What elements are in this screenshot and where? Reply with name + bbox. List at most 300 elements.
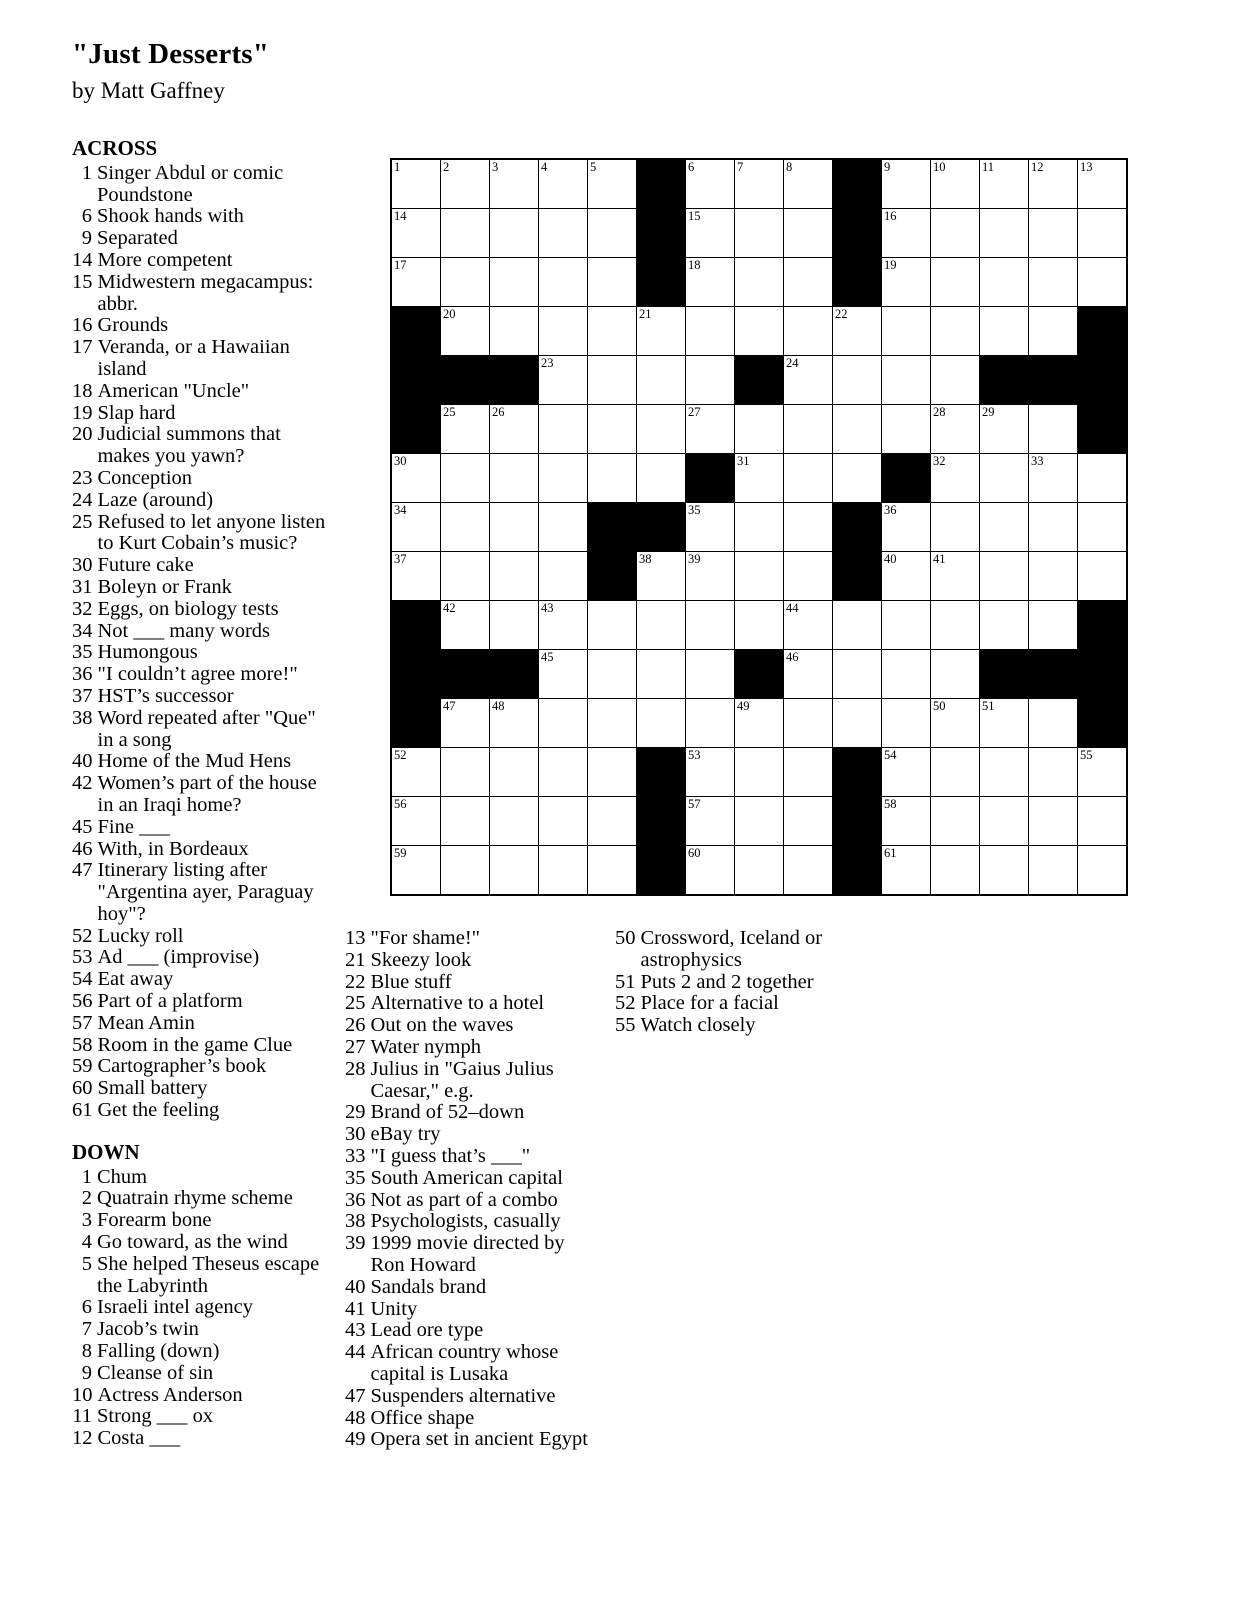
grid-cell[interactable] xyxy=(539,258,588,307)
grid-cell[interactable] xyxy=(686,258,735,307)
clue-text: Costa ___ xyxy=(97,1427,181,1450)
grid-cell[interactable] xyxy=(980,503,1029,552)
clue-number: 35 xyxy=(72,641,93,664)
grid-cell[interactable] xyxy=(588,797,637,846)
clue-item[interactable] xyxy=(72,512,330,556)
clue-number: 54 xyxy=(72,968,93,991)
clue-item[interactable] xyxy=(345,1037,595,1059)
clue-item[interactable] xyxy=(615,972,865,994)
clue-item[interactable] xyxy=(72,708,330,752)
clue-item[interactable] xyxy=(345,928,595,950)
clue-item[interactable] xyxy=(72,599,330,621)
grid-cell[interactable] xyxy=(490,552,539,601)
grid-cell[interactable] xyxy=(980,209,1029,258)
grid-cell[interactable] xyxy=(441,209,490,258)
grid-cell[interactable] xyxy=(882,846,931,896)
grid-cell[interactable] xyxy=(391,846,441,896)
grid-cell[interactable] xyxy=(735,159,784,209)
grid-cell[interactable] xyxy=(637,552,686,601)
clue-item[interactable] xyxy=(72,860,330,925)
grid-cell[interactable] xyxy=(931,601,980,650)
grid-cell[interactable] xyxy=(391,258,441,307)
clue-item[interactable] xyxy=(72,1232,330,1254)
clue-item[interactable] xyxy=(72,337,330,381)
clue-item[interactable] xyxy=(345,1386,595,1408)
grid-cell[interactable] xyxy=(539,699,588,748)
grid-cell[interactable] xyxy=(588,307,637,356)
clue-item[interactable] xyxy=(345,1146,595,1168)
clue-number: 57 xyxy=(72,1011,93,1034)
grid-cell[interactable] xyxy=(686,159,735,209)
grid-cell[interactable] xyxy=(441,503,490,552)
clue-item[interactable] xyxy=(72,424,330,468)
grid-cell-number: 28 xyxy=(933,405,946,419)
grid-cell-number: 5 xyxy=(590,160,597,174)
grid-cell-number: 38 xyxy=(639,552,652,566)
grid-cell[interactable] xyxy=(588,601,637,650)
grid-cell[interactable] xyxy=(539,552,588,601)
clue-item[interactable] xyxy=(72,228,330,250)
grid-cell[interactable] xyxy=(441,846,490,896)
grid-cell[interactable] xyxy=(931,503,980,552)
grid-cell[interactable] xyxy=(686,699,735,748)
grid-block-cell xyxy=(1029,650,1078,699)
grid-cell[interactable] xyxy=(441,601,490,650)
grid-cell[interactable] xyxy=(1029,552,1078,601)
grid-cell[interactable] xyxy=(490,258,539,307)
grid-cell[interactable] xyxy=(1029,159,1078,209)
clue-item[interactable] xyxy=(72,751,330,773)
grid-cell[interactable] xyxy=(980,699,1029,748)
clue-number: 42 xyxy=(72,772,93,795)
grid-cell[interactable] xyxy=(588,748,637,797)
grid-cell[interactable] xyxy=(588,159,637,209)
grid-cell[interactable] xyxy=(784,650,833,699)
grid-cell[interactable] xyxy=(882,159,931,209)
grid-cell[interactable] xyxy=(784,405,833,454)
grid-cell[interactable] xyxy=(539,748,588,797)
clue-item[interactable] xyxy=(72,1100,330,1122)
grid-cell-number: 30 xyxy=(394,454,407,468)
grid-cell[interactable] xyxy=(686,552,735,601)
grid-cell[interactable] xyxy=(490,601,539,650)
clue-item[interactable] xyxy=(72,403,330,425)
grid-cell[interactable] xyxy=(784,601,833,650)
grid-cell[interactable] xyxy=(784,307,833,356)
clue-text: Falling (down) xyxy=(97,1340,220,1363)
grid-cell[interactable] xyxy=(882,503,931,552)
grid-cell[interactable] xyxy=(931,209,980,258)
grid-cell[interactable] xyxy=(490,159,539,209)
grid-cell[interactable] xyxy=(686,846,735,896)
clue-item[interactable] xyxy=(345,1429,595,1451)
grid-cell[interactable] xyxy=(637,601,686,650)
grid-cell[interactable] xyxy=(686,601,735,650)
grid-cell[interactable] xyxy=(931,797,980,846)
clue-item[interactable] xyxy=(72,1167,330,1189)
clue-text: Grounds xyxy=(97,314,169,337)
grid-cell[interactable] xyxy=(1029,601,1078,650)
grid-cell[interactable] xyxy=(490,748,539,797)
grid-cell-number: 2 xyxy=(443,160,450,174)
clue-item[interactable] xyxy=(345,1408,595,1430)
clue-item[interactable] xyxy=(72,817,330,839)
grid-cell[interactable] xyxy=(1078,797,1128,846)
grid-cell[interactable] xyxy=(784,797,833,846)
clue-item[interactable] xyxy=(72,991,330,1013)
grid-cell[interactable] xyxy=(637,405,686,454)
grid-cell-number: 18 xyxy=(688,258,701,272)
grid-cell[interactable] xyxy=(882,356,931,405)
clue-item[interactable] xyxy=(72,1210,330,1232)
grid-cell[interactable] xyxy=(735,405,784,454)
grid-cell[interactable] xyxy=(1078,552,1128,601)
clue-item[interactable] xyxy=(72,1363,330,1385)
grid-cell[interactable] xyxy=(686,503,735,552)
grid-cell[interactable] xyxy=(735,601,784,650)
grid-block-cell xyxy=(391,307,441,356)
clue-item[interactable] xyxy=(72,926,330,948)
grid-cell[interactable] xyxy=(882,307,931,356)
clue-item[interactable] xyxy=(615,993,865,1015)
clue-item[interactable] xyxy=(345,1277,595,1299)
grid-cell-number: 40 xyxy=(884,552,897,566)
grid-cell[interactable] xyxy=(539,405,588,454)
grid-cell[interactable] xyxy=(539,846,588,896)
grid-cell-number: 43 xyxy=(541,601,554,615)
grid-cell[interactable] xyxy=(686,209,735,258)
clue-item[interactable] xyxy=(72,1428,330,1450)
grid-cell[interactable] xyxy=(882,748,931,797)
grid-cell[interactable] xyxy=(539,356,588,405)
clue-number: 9 xyxy=(81,1361,92,1384)
clue-item[interactable] xyxy=(72,381,330,403)
clue-item[interactable] xyxy=(345,1168,595,1190)
grid-cell[interactable] xyxy=(490,797,539,846)
grid-cell[interactable] xyxy=(1029,846,1078,896)
grid-cell[interactable] xyxy=(1029,209,1078,258)
grid-cell[interactable] xyxy=(637,356,686,405)
clue-item[interactable] xyxy=(72,686,330,708)
clue-item[interactable] xyxy=(72,206,330,228)
grid-cell[interactable] xyxy=(1029,258,1078,307)
grid-cell[interactable] xyxy=(784,748,833,797)
grid-cell[interactable] xyxy=(882,209,931,258)
grid-cell[interactable] xyxy=(391,503,441,552)
grid-cell[interactable] xyxy=(931,356,980,405)
grid-cell[interactable] xyxy=(1078,258,1128,307)
grid-cell[interactable] xyxy=(784,356,833,405)
grid-cell[interactable] xyxy=(441,797,490,846)
grid-cell[interactable] xyxy=(980,307,1029,356)
clue-item[interactable] xyxy=(72,163,330,207)
clue-item[interactable] xyxy=(72,947,330,969)
grid-cell-number: 41 xyxy=(933,552,946,566)
grid-cell[interactable] xyxy=(539,159,588,209)
grid-cell[interactable] xyxy=(686,307,735,356)
clue-item[interactable] xyxy=(345,1299,595,1321)
grid-cell[interactable] xyxy=(1029,454,1078,503)
clue-item[interactable] xyxy=(72,1078,330,1100)
grid-cell[interactable] xyxy=(931,650,980,699)
grid-cell[interactable] xyxy=(931,454,980,503)
grid-cell[interactable] xyxy=(1029,699,1078,748)
grid-block-cell xyxy=(637,846,686,896)
grid-cell[interactable] xyxy=(980,748,1029,797)
grid-cell-number: 16 xyxy=(884,209,897,223)
clue-number: 35 xyxy=(345,1166,366,1189)
clue-item[interactable] xyxy=(72,1035,330,1057)
clue-item[interactable] xyxy=(72,1385,330,1407)
grid-cell[interactable] xyxy=(882,797,931,846)
grid-cell[interactable] xyxy=(588,356,637,405)
grid-cell[interactable] xyxy=(1029,797,1078,846)
clue-number: 61 xyxy=(72,1099,93,1122)
grid-cell[interactable] xyxy=(539,503,588,552)
clue-item[interactable] xyxy=(345,972,595,994)
grid-cell[interactable] xyxy=(931,552,980,601)
clue-number: 45 xyxy=(72,815,93,838)
clues-column-left xyxy=(72,138,330,1450)
crossword-grid[interactable] xyxy=(390,158,1128,896)
grid-cell-number: 49 xyxy=(737,699,750,713)
grid-cell[interactable] xyxy=(588,258,637,307)
clue-item[interactable] xyxy=(72,490,330,512)
grid-cell[interactable] xyxy=(686,405,735,454)
grid-cell[interactable] xyxy=(539,650,588,699)
grid-cell[interactable] xyxy=(833,454,882,503)
clue-item[interactable] xyxy=(72,664,330,686)
clue-item[interactable] xyxy=(72,315,330,337)
grid-cell[interactable] xyxy=(391,797,441,846)
grid-cell[interactable] xyxy=(735,748,784,797)
grid-cell[interactable] xyxy=(735,846,784,896)
grid-cell[interactable] xyxy=(833,650,882,699)
clue-item[interactable] xyxy=(345,1233,595,1277)
clue-item[interactable] xyxy=(72,1056,330,1078)
grid-cell[interactable] xyxy=(833,699,882,748)
grid-cell[interactable] xyxy=(1029,503,1078,552)
grid-cell[interactable] xyxy=(931,699,980,748)
grid-cell[interactable] xyxy=(441,748,490,797)
grid-cell[interactable] xyxy=(735,307,784,356)
grid-cell[interactable] xyxy=(539,307,588,356)
grid-cell[interactable] xyxy=(539,454,588,503)
grid-cell[interactable] xyxy=(490,454,539,503)
grid-cell[interactable] xyxy=(784,209,833,258)
grid-cell[interactable] xyxy=(588,454,637,503)
clue-text: South American capital xyxy=(370,1166,563,1189)
clue-item[interactable] xyxy=(72,839,330,861)
grid-cell[interactable] xyxy=(833,405,882,454)
grid-cell[interactable] xyxy=(539,601,588,650)
grid-cell[interactable] xyxy=(391,209,441,258)
grid-block-cell xyxy=(833,846,882,896)
grid-cell[interactable] xyxy=(980,846,1029,896)
grid-cell[interactable] xyxy=(882,601,931,650)
grid-block-cell xyxy=(833,159,882,209)
grid-cell[interactable] xyxy=(637,307,686,356)
grid-cell[interactable] xyxy=(490,307,539,356)
clue-item[interactable] xyxy=(72,1319,330,1341)
grid-cell[interactable] xyxy=(539,209,588,258)
clue-item[interactable] xyxy=(72,1406,330,1428)
grid-cell[interactable] xyxy=(931,159,980,209)
grid-cell[interactable] xyxy=(490,503,539,552)
down-clue-list-part1 xyxy=(72,1167,330,1450)
clue-text: Part of a platform xyxy=(97,990,243,1013)
grid-cell[interactable] xyxy=(980,258,1029,307)
clue-item[interactable] xyxy=(72,1254,330,1298)
grid-cell[interactable] xyxy=(882,650,931,699)
grid-cell[interactable] xyxy=(735,797,784,846)
clue-item[interactable] xyxy=(345,993,595,1015)
grid-cell[interactable] xyxy=(391,159,441,209)
clue-item[interactable] xyxy=(72,577,330,599)
grid-cell[interactable] xyxy=(441,552,490,601)
clue-text: Eggs, on biology tests xyxy=(97,597,279,620)
grid-cell[interactable] xyxy=(735,552,784,601)
grid-cell[interactable] xyxy=(1078,748,1128,797)
grid-cell[interactable] xyxy=(735,209,784,258)
clue-item[interactable] xyxy=(72,969,330,991)
grid-cell[interactable] xyxy=(391,748,441,797)
grid-cell[interactable] xyxy=(637,650,686,699)
clue-item[interactable] xyxy=(345,1190,595,1212)
grid-cell[interactable] xyxy=(882,552,931,601)
grid-cell[interactable] xyxy=(931,307,980,356)
grid-cell[interactable] xyxy=(980,159,1029,209)
grid-cell[interactable] xyxy=(882,405,931,454)
clue-item[interactable] xyxy=(72,1341,330,1363)
clue-number: 12 xyxy=(72,1427,93,1450)
grid-cell[interactable] xyxy=(686,797,735,846)
grid-cell[interactable] xyxy=(588,846,637,896)
grid-cell[interactable] xyxy=(931,846,980,896)
clue-item[interactable] xyxy=(345,1015,595,1037)
clue-text: American "Uncle" xyxy=(97,379,250,402)
clue-item[interactable] xyxy=(345,1102,595,1124)
clue-number: 29 xyxy=(345,1101,366,1124)
grid-cell[interactable] xyxy=(637,699,686,748)
grid-cell[interactable] xyxy=(931,258,980,307)
grid-cell[interactable] xyxy=(1029,405,1078,454)
grid-cell[interactable] xyxy=(980,454,1029,503)
grid-cell[interactable] xyxy=(441,699,490,748)
grid-cell-number: 54 xyxy=(884,748,897,762)
grid-cell[interactable] xyxy=(1029,748,1078,797)
grid-cell[interactable] xyxy=(784,258,833,307)
clue-item[interactable] xyxy=(345,1059,595,1103)
grid-cell[interactable] xyxy=(882,258,931,307)
grid-cell[interactable] xyxy=(391,552,441,601)
grid-cell[interactable] xyxy=(980,405,1029,454)
grid-cell[interactable] xyxy=(735,699,784,748)
grid-cell[interactable] xyxy=(490,699,539,748)
grid-block-cell xyxy=(490,650,539,699)
grid-cell[interactable] xyxy=(441,159,490,209)
grid-cell[interactable] xyxy=(784,159,833,209)
grid-cell[interactable] xyxy=(735,258,784,307)
grid-cell[interactable] xyxy=(980,797,1029,846)
grid-cell[interactable] xyxy=(441,307,490,356)
clue-item[interactable] xyxy=(615,928,865,972)
grid-cell[interactable] xyxy=(1078,503,1128,552)
grid-cell[interactable] xyxy=(1029,307,1078,356)
grid-cell[interactable] xyxy=(588,650,637,699)
grid-cell[interactable] xyxy=(686,356,735,405)
grid-cell[interactable] xyxy=(784,699,833,748)
clue-item[interactable] xyxy=(72,1013,330,1035)
grid-cell[interactable] xyxy=(1078,454,1128,503)
clue-item[interactable] xyxy=(345,1320,595,1342)
grid-cell[interactable] xyxy=(441,454,490,503)
grid-cell-number: 21 xyxy=(639,307,652,321)
grid-cell[interactable] xyxy=(1078,846,1128,896)
clue-item[interactable] xyxy=(345,1211,595,1233)
grid-cell[interactable] xyxy=(686,748,735,797)
clue-text: Lucky roll xyxy=(97,924,184,947)
grid-cell[interactable] xyxy=(833,307,882,356)
clue-item[interactable] xyxy=(72,250,330,272)
grid-cell[interactable] xyxy=(490,209,539,258)
grid-cell[interactable] xyxy=(784,846,833,896)
grid-cell[interactable] xyxy=(882,699,931,748)
clue-item[interactable] xyxy=(72,555,330,577)
grid-cell[interactable] xyxy=(441,258,490,307)
grid-cell[interactable] xyxy=(391,454,441,503)
grid-cell[interactable] xyxy=(490,405,539,454)
grid-cell[interactable] xyxy=(686,650,735,699)
grid-cell[interactable] xyxy=(588,699,637,748)
clue-item[interactable] xyxy=(72,621,330,643)
clue-item[interactable] xyxy=(72,1297,330,1319)
clue-item[interactable] xyxy=(72,1188,330,1210)
grid-cell[interactable] xyxy=(784,552,833,601)
grid-cell[interactable] xyxy=(784,503,833,552)
grid-cell[interactable] xyxy=(1078,209,1128,258)
grid-cell[interactable] xyxy=(588,209,637,258)
grid-cell[interactable] xyxy=(833,356,882,405)
clue-number: 15 xyxy=(72,270,93,293)
grid-cell[interactable] xyxy=(1078,159,1128,209)
grid-cell-number: 4 xyxy=(541,160,548,174)
clue-item[interactable] xyxy=(345,1342,595,1386)
clue-item[interactable] xyxy=(345,950,595,972)
clue-item[interactable] xyxy=(72,272,330,316)
clue-item[interactable] xyxy=(345,1124,595,1146)
clue-item[interactable] xyxy=(615,1015,865,1037)
grid-cell[interactable] xyxy=(588,405,637,454)
grid-cell[interactable] xyxy=(539,797,588,846)
clue-item[interactable] xyxy=(72,468,330,490)
grid-cell[interactable] xyxy=(980,601,1029,650)
clue-item[interactable] xyxy=(72,773,330,817)
grid-cell[interactable] xyxy=(931,748,980,797)
grid-cell[interactable] xyxy=(784,454,833,503)
grid-cell[interactable] xyxy=(980,552,1029,601)
grid-cell[interactable] xyxy=(735,503,784,552)
clue-item[interactable] xyxy=(72,642,330,664)
grid-cell[interactable] xyxy=(931,405,980,454)
grid-block-cell xyxy=(391,405,441,454)
grid-cell[interactable] xyxy=(637,454,686,503)
grid-cell[interactable] xyxy=(441,405,490,454)
grid-cell[interactable] xyxy=(735,454,784,503)
grid-cell[interactable] xyxy=(490,846,539,896)
clue-number: 38 xyxy=(345,1210,366,1233)
grid-cell[interactable] xyxy=(833,601,882,650)
